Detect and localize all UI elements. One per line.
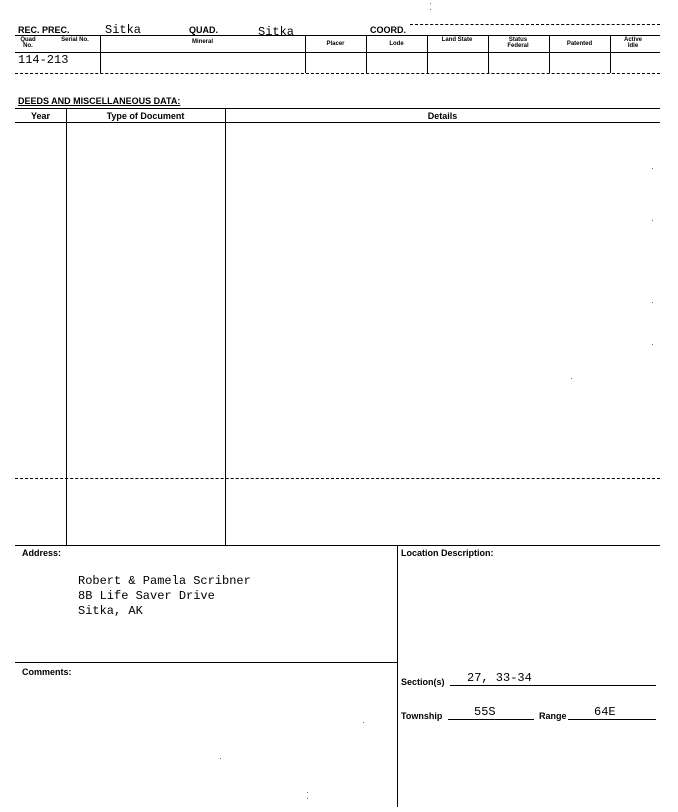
col-divider-land [427, 35, 428, 73]
lode-header: Lode [389, 41, 404, 47]
col-divider-active [610, 35, 611, 73]
sections-underline [450, 685, 656, 686]
details-header: Details [427, 111, 458, 121]
scan-speck [652, 220, 653, 221]
coord-label: COORD. [370, 25, 406, 35]
range-label: Range [539, 711, 567, 721]
deeds-col-divider-2 [225, 108, 226, 545]
year-header: Year [30, 111, 51, 121]
address-label: Address: [22, 548, 62, 558]
active-idle-header: Active Idle [623, 37, 642, 49]
scan-speck [571, 378, 572, 379]
address-line-2: 8B Life Saver Drive [78, 589, 215, 603]
sections-value: 27, 33-34 [467, 671, 532, 685]
deeds-section-title: DEEDS AND MISCELLANEOUS DATA: [18, 96, 181, 106]
address-top-line [15, 545, 660, 546]
land-state-header: Land State [441, 37, 473, 43]
coord-dashed-line [410, 24, 660, 25]
township-value: 55S [474, 705, 496, 719]
scan-speck [430, 9, 431, 10]
deeds-dashed-line [15, 478, 660, 479]
quad-label: QUAD. [189, 25, 218, 35]
rec-prec-label: REC. PREC. [18, 25, 70, 35]
mineral-header: Mineral [191, 39, 213, 45]
scan-speck [430, 3, 431, 4]
rec-prec-value: Sitka [105, 23, 142, 37]
address-block [78, 574, 251, 619]
quad-no-header: Quad No. [20, 37, 36, 49]
scan-speck [220, 758, 221, 759]
patented-header: Patented [566, 41, 593, 47]
sections-label: Section(s) [401, 677, 445, 687]
scan-speck [652, 168, 653, 169]
comments-label: Comments: [22, 667, 72, 677]
status-federal-header: Status Federal [507, 37, 529, 49]
location-description-label: Location Description: [401, 548, 494, 558]
serial-no-header: Serial No. [61, 37, 89, 43]
township-underline [448, 719, 534, 720]
range-value: 64E [594, 705, 616, 719]
deeds-col-divider-1 [66, 108, 67, 545]
location-divider [397, 545, 398, 807]
scan-speck [652, 302, 653, 303]
address-line-3: Sitka, AK [78, 604, 143, 618]
deeds-table-header-line [15, 122, 660, 123]
scan-speck [363, 722, 364, 723]
scan-speck [307, 792, 308, 793]
township-label: Township [401, 711, 443, 721]
header-table-bottom-line [15, 73, 660, 74]
quad-serial-value: 114-213 [18, 53, 69, 67]
address-line-1: Robert & Pamela Scribner [78, 574, 251, 588]
header-table-mid-line [15, 52, 660, 53]
placer-header: Placer [326, 41, 345, 47]
scan-speck [307, 798, 308, 799]
col-divider-status [488, 35, 489, 73]
range-underline [568, 719, 656, 720]
deeds-table-top-line [15, 108, 660, 109]
comments-top-line [15, 662, 397, 663]
header-table-top-line [15, 35, 660, 36]
scan-speck [652, 344, 653, 345]
type-of-document-header: Type of Document [106, 111, 185, 121]
quad-value: Sitka [258, 25, 295, 39]
